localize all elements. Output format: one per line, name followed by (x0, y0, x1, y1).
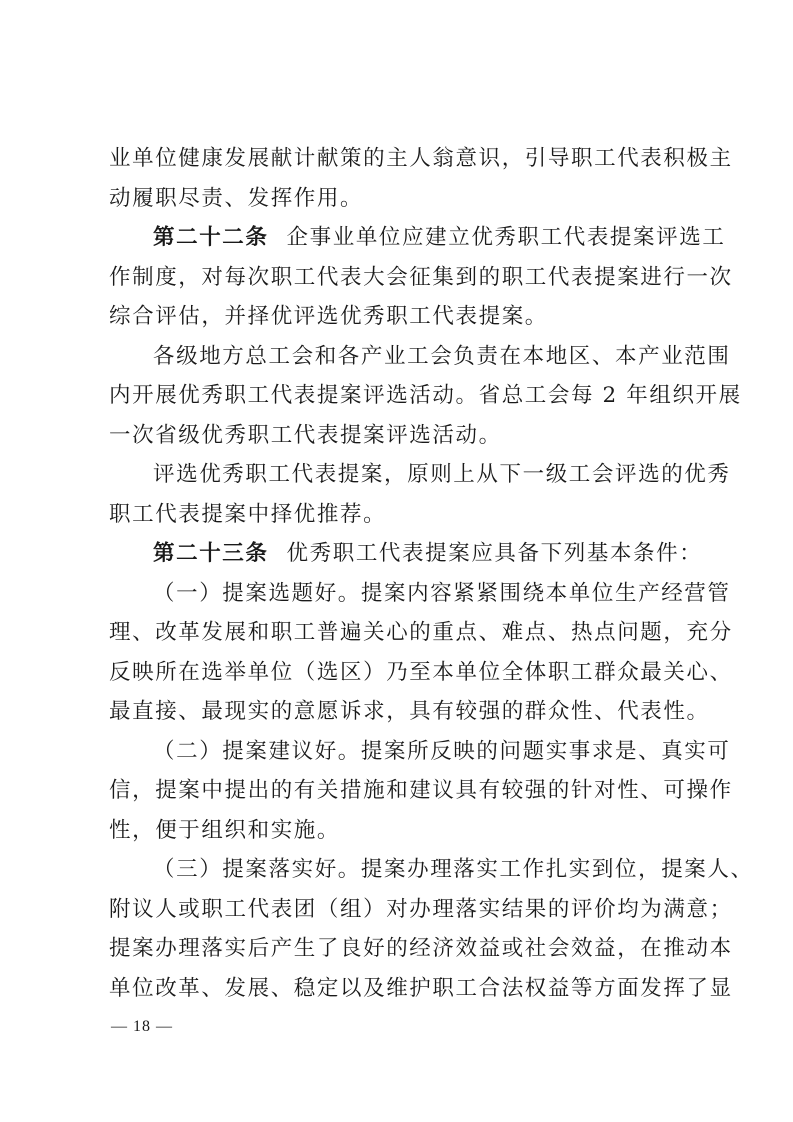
text-line: 附议人或职工代表团（组）对办理落实结果的评价均为满意； (109, 896, 733, 922)
text-line: 评选优秀职工代表提案，原则上从下一级工会评选的优秀 (153, 462, 731, 487)
text-line: 理、改革发展和职工普遍关心的重点、难点、热点问题，充分 (109, 620, 733, 645)
text-line: 职工代表提案中择优推荐。 (109, 501, 387, 527)
article-text: 企事业单位应建立优秀职工代表提案评选工 (286, 225, 726, 250)
document-body (109, 139, 754, 1008)
text-line: 作制度，对每次职工代表大会征集到的职工代表提案进行一次 (109, 264, 733, 290)
text-line: 最直接、最现实的意愿诉求，具有较强的群众性、代表性。 (109, 699, 710, 724)
text-line: 一次省级优秀职工代表提案评选活动。 (109, 422, 502, 448)
article-22-line (109, 218, 726, 258)
text-line: 性，便于组织和实施。 (109, 817, 341, 843)
page-number: — 18 — (111, 1018, 173, 1035)
text-line: （一）提案选题好。提案内容紧紧围绕本单位生产经营管 (153, 580, 731, 606)
text-line: 单位改革、发展、稳定以及维护职工合法权益等方面发挥了显 (109, 975, 733, 1001)
text-line: 综合评估，并择优评选优秀职工代表提案。 (109, 304, 548, 329)
text-line: 各级地方总工会和各产业工会负责在本地区、本产业范围 (153, 343, 731, 369)
text-line: （二）提案建议好。提案所反映的问题实事求是、真实可 (153, 738, 731, 764)
text-line: 动履职尽责、发挥作用。 (109, 185, 364, 211)
article-23-line (109, 534, 703, 574)
text-line: （三）提案落实好。提案办理落实工作扎实到位，提案人、 (153, 857, 754, 882)
text-line: 内开展优秀职工代表提案评选活动。省总工会每 2 年组织开展 (109, 383, 742, 408)
text-line: 反映所在选举单位（选区）乃至本单位全体职工群众最关心、 (109, 659, 733, 685)
article-text: 优秀职工代表提案应具备下列基本条件： (286, 541, 703, 566)
text-line: 提案办理落实后产生了良好的经济效益或社会效益，在推动本 (109, 936, 733, 961)
article-heading: 第二十三条 (153, 541, 269, 566)
article-heading: 第二十二条 (153, 225, 269, 250)
text-line: 信，提案中提出的有关措施和建议具有较强的针对性、可操作 (109, 778, 733, 803)
text-line: 业单位健康发展献计献策的主人翁意识，引导职工代表积极主 (109, 146, 733, 171)
